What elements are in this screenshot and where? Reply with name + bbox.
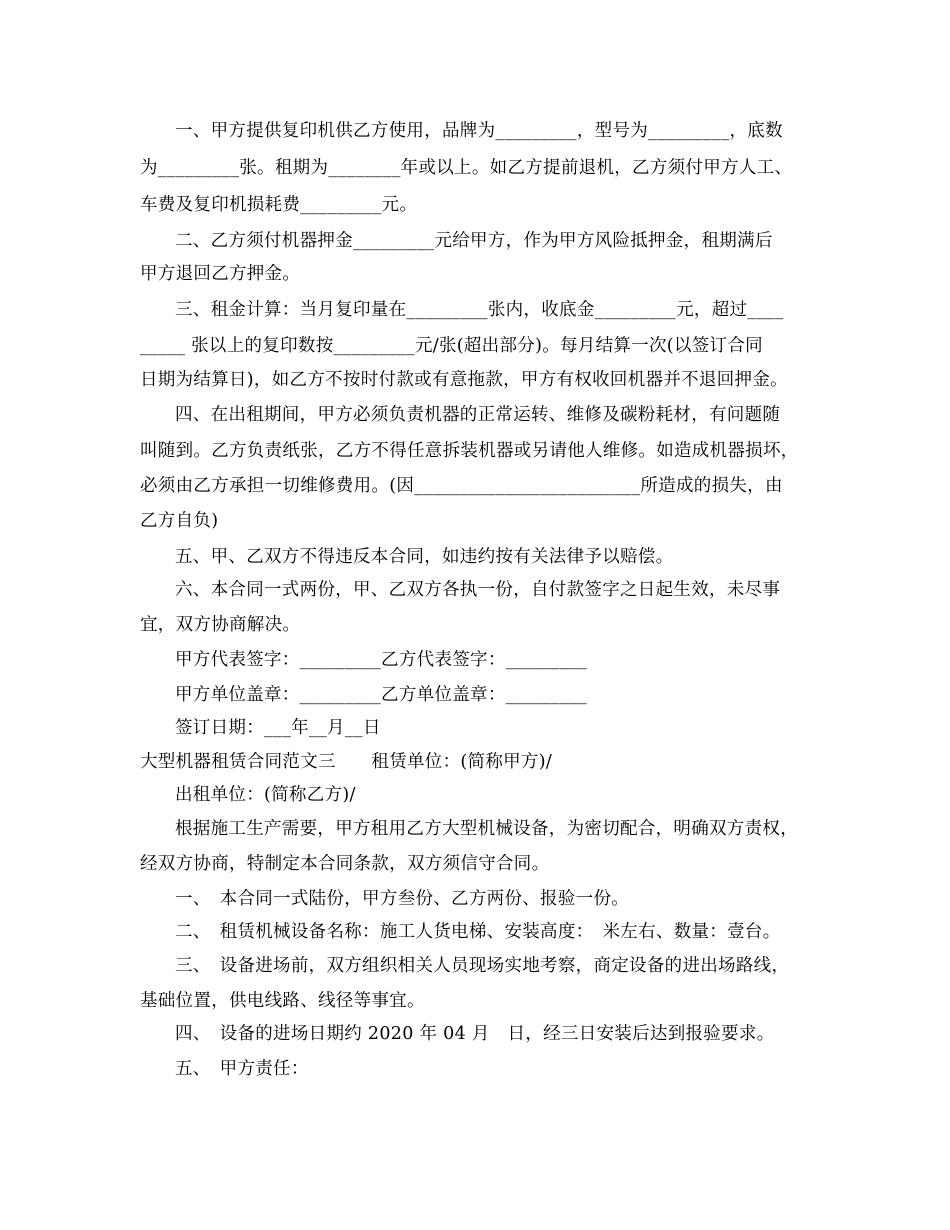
article-3-line-2: 基础位置，供电线路、线径等事宜。: [140, 991, 425, 1011]
article-1-line-1: 一、 本合同一式陆份，甲方叁份、乙方两份、报验一份。: [175, 889, 630, 909]
article-4-line-1: 四、 设备的进场日期约 2020 年 04 月 日，经三日安装后达到报验要求。: [175, 1024, 775, 1044]
article-3-line-1: 三、 设备进场前，双方组织相关人员现场实地考察，商定设备的进出场路线，: [175, 956, 790, 976]
signing-date-line: 签订日期：___年__月__日: [175, 718, 381, 738]
clause-2-line-1: 二、乙方须付机器押金_________元给甲方，作为甲方风险抵押金，租期满后: [175, 231, 773, 251]
preamble-line-2: 经双方协商，特制定本合同条款，双方须信守合同。: [140, 854, 550, 874]
clause-1-line-3: 车费及复印机损耗费_________元。: [140, 195, 418, 215]
preamble-line-1: 根据施工生产需要，甲方租用乙方大型机械设备，为密切配合，明确双方责权，: [175, 819, 798, 839]
clause-4-line-1: 四、在出租期间，甲方必须负责机器的正常运转、维修及碳粉耗材，有问题随: [175, 405, 781, 425]
clause-5-line-1: 五、甲、乙双方不得违反本合同，如违约按有关法律予以赔偿。: [175, 547, 674, 567]
clause-1-line-2: 为_________张。租期为________年或以上。如乙方提前退机，乙方须付甲方人工、: [140, 158, 793, 178]
lessor-line: 出租单位：(简称乙方)/: [175, 785, 356, 805]
clause-4-line-3: 必须由乙方承担一切维修费用。(因_________________________所造成的损失，由: [140, 476, 783, 496]
signature-line-representatives: 甲方代表签字：_________乙方代表签字：_________: [175, 650, 588, 670]
clause-3-line-2: _____ 张以上的复印数按_________元/张(超出部分)。每月结算一次(以签订合同: [140, 336, 763, 356]
clause-3-line-1: 三、租金计算：当月复印量在_________张内，收底金_________元，超过____: [175, 300, 784, 320]
clause-1-line-1: 一、甲方提供复印机供乙方使用，品牌为_________，型号为_________，底数: [175, 121, 783, 141]
signature-line-seals: 甲方单位盖章：_________乙方单位盖章：_________: [175, 685, 588, 705]
article-5-line-1: 五、 甲方责任：: [175, 1059, 309, 1079]
section-title-line: 大型机器租赁合同范文三 租赁单位：(简称甲方)/: [140, 752, 553, 772]
clause-3-line-3: 日期为结算日)，如乙方不按时付款或有意拖款，甲方有权收回机器并不退回押金。: [140, 370, 788, 390]
clause-2-line-2: 甲方退回乙方押金。: [140, 264, 301, 284]
clause-4-line-4: 乙方自负): [140, 511, 219, 531]
clause-4-line-2: 叫随到。乙方负责纸张，乙方不得任意拆装机器或另请他人维修。如造成机器损坏，: [140, 441, 799, 461]
clause-6-line-1: 六、本合同一式两份，甲、乙双方各执一份，自付款签字之日起生效，未尽事: [175, 580, 781, 600]
article-2-line-1: 二、 租赁机械设备名称：施工人货电梯、安装高度： 米左右、数量：壹台。: [175, 922, 781, 942]
clause-6-line-2: 宜，双方协商解决。: [140, 615, 301, 635]
